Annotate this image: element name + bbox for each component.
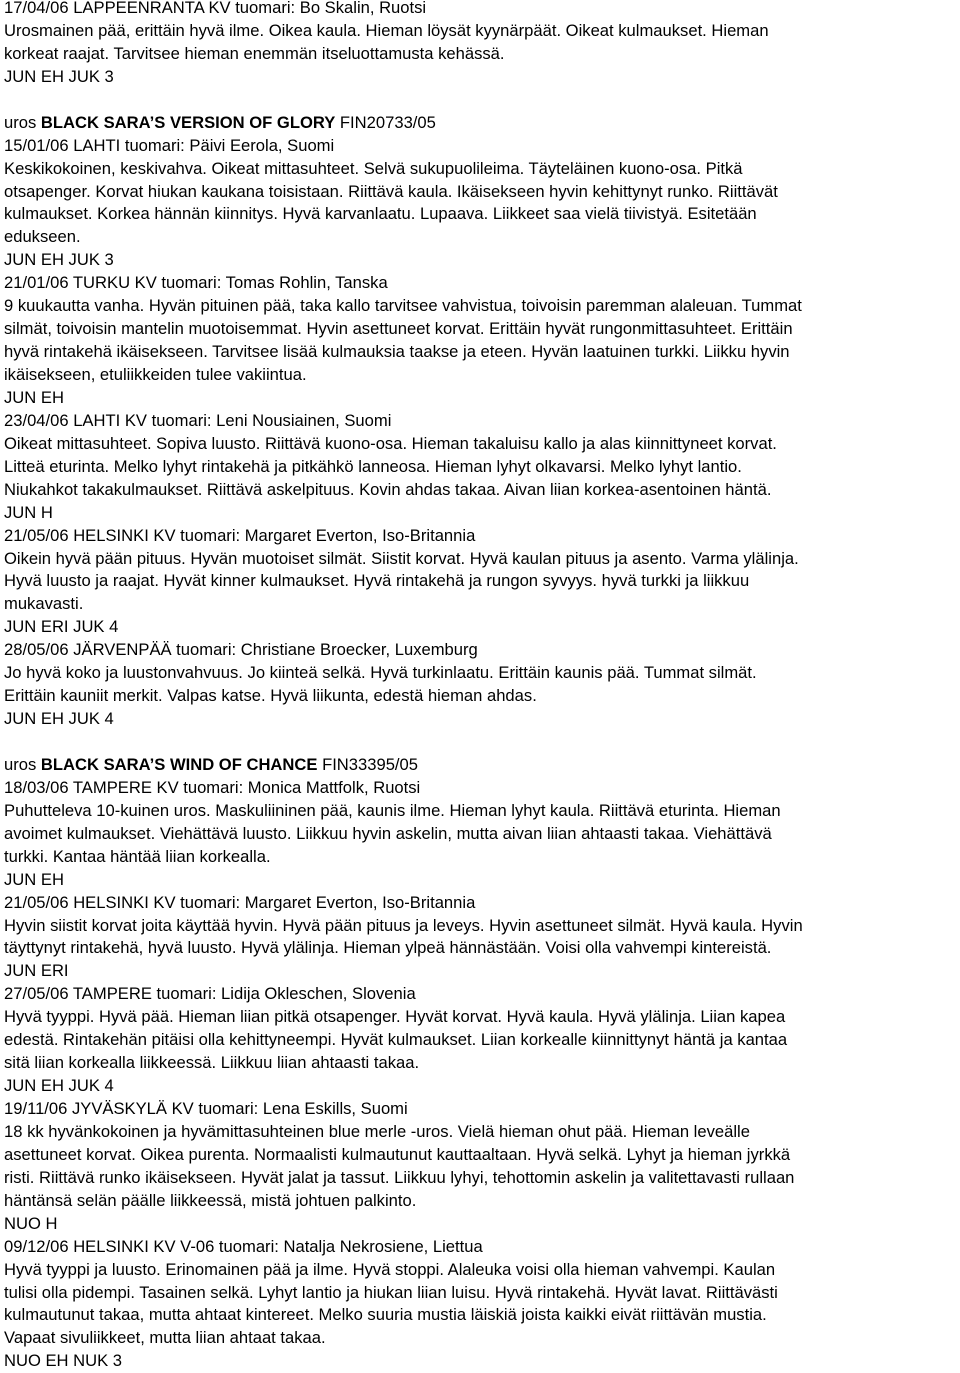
text-line: Niukahkot takakulmaukset. Riittävä askelpituus. Kovin ahdas takaa. Aivan liian korkea-asentoinen häntä. bbox=[4, 479, 772, 499]
text-line: mukavasti. bbox=[4, 594, 84, 614]
dog-sex: uros bbox=[4, 112, 41, 132]
text-line: kulmaukset. Korkea hännän kiinnitys. Hyvä karvanlaatu. Lupaava. Liikkeet saa vielä tiivistyä. Esitetään bbox=[4, 204, 757, 224]
dog-name: BLACK SARA’S WIND OF CHANCE bbox=[40, 754, 318, 774]
show-header: 15/01/06 LAHTI tuomari: Päivi Eerola, Suomi bbox=[4, 135, 335, 155]
text-line: 17/04/06 LAPPEENRANTA KV tuomari: Bo Skalin, Ruotsi bbox=[4, 0, 427, 17]
text-line: Oikein hyvä pään pituus. Hyvän muotoiset silmät. Siistit korvat. Hyvä kaulan pituus ja asento. Varma ylälinja. bbox=[4, 548, 799, 568]
text-line: sitä liian korkealla liikkeessä. Liikkuu liian ahtaasti takaa. bbox=[4, 1053, 420, 1073]
text-line: Litteä eturinta. Melko lyhyt rintakehä ja pitkähkö lanneosa. Hieman lyhyt olkavarsi. Melko lyhyt lantio. bbox=[4, 456, 742, 476]
text-line: Jo hyvä koko ja luustonvahvuus. Jo kiinteä selkä. Hyvä turkinlaatu. Erittäin kaunis pää. Tummat silmät. bbox=[4, 663, 757, 683]
award-line: JUN H bbox=[4, 502, 53, 522]
text-line: turkki. Kantaa häntää liian korkealla. bbox=[4, 846, 271, 866]
text-line: Hyvä tyyppi ja luusto. Erinomainen pää ja ilme. Hyvä stoppi. Alaleuka voisi olla hieman vahvempi. Kaulan bbox=[4, 1259, 776, 1279]
show-header: 18/03/06 TAMPERE KV tuomari: Monica Mattfolk, Ruotsi bbox=[4, 777, 421, 797]
show-header: 21/01/06 TURKU KV tuomari: Tomas Rohlin, Tanska bbox=[4, 273, 388, 293]
blank-line bbox=[4, 731, 954, 754]
text-line: edukseen. bbox=[4, 227, 81, 247]
show-header: 19/11/06 JYVÄSKYLÄ KV tuomari: Lena Eskills, Suomi bbox=[4, 1099, 408, 1118]
text-line: 9 kuukautta vanha. Hyvän pituinen pää, taka kallo tarvitsee vahvistua, toivoisin paremman alaleuan. Tummat bbox=[4, 296, 802, 316]
text-line: otsapenger. Korvat hiukan kaukana toisistaan. Riittävä kaula. Ikäisekseen hyvin kehittynyt runko. Riittävät bbox=[4, 181, 778, 201]
dog-registration: FIN33395/05 bbox=[317, 754, 419, 774]
dog-registration: FIN20733/05 bbox=[335, 112, 436, 132]
text-line: Erittäin kauniit merkit. Valpas katse. Hyvä liikunta, edestä hieman ahdas. bbox=[4, 686, 537, 706]
show-header: 09/12/06 HELSINKI KV V-06 tuomari: Natalja Nekrosiene, Liettua bbox=[4, 1236, 483, 1256]
text-line: edestä. Rintakehän pitäisi olla kehittyneempi. Hyvät kulmaukset. Liian korkealle kiinnittynyt häntä ja kantaa bbox=[4, 1030, 788, 1050]
dog-heading bbox=[4, 112, 954, 135]
previous-entry-block bbox=[4, 0, 954, 89]
show-header: 23/04/06 LAHTI KV tuomari: Leni Nousiainen, Suomi bbox=[4, 410, 392, 430]
show-header: 21/05/06 HELSINKI KV tuomari: Margaret Everton, Iso-Britannia bbox=[4, 525, 476, 545]
text-line: Urosmainen pää, erittäin hyvä ilme. Oikea kaula. Hieman löysät kyynärpäät. Oikeat kulmaukset. Hieman bbox=[4, 20, 769, 40]
dog-entry-version-of-glory bbox=[4, 112, 954, 731]
text-line: Keskikokoinen, keskivahva. Oikeat mittasuhteet. Selvä sukupuolileima. Täyteläinen kuono-osa. Pitkä bbox=[4, 158, 743, 178]
text-line: avoimet kulmaukset. Viehättävä luusto. Liikkuu hyvin askelin, mutta aivan liian ahtaasti takaa. Viehättävä bbox=[4, 823, 772, 843]
text-line: tulisi olla pidempi. Tasainen selkä. Lyhyt lantio ja hiukan liian luisu. Hyvä rintakehä. Hyvät lavat. Riittävästi bbox=[4, 1282, 778, 1302]
show-header: 21/05/06 HELSINKI KV tuomari: Margaret Everton, Iso-Britannia bbox=[4, 892, 476, 912]
text-line: asettuneet korvat. Oikea purenta. Normaalisti kulmautunut kauttaaltaan. Hyvä selkä. Lyhyt ja hieman jyrkkä bbox=[4, 1144, 791, 1164]
text-line: Hyvä luusto ja raajat. Hyvät kinner kulmaukset. Hyvä rintakehä ja rungon syvyys. hyvä turkki ja liikkuu bbox=[4, 571, 750, 591]
text-line: silmät, toivoisin mantelin muotoisemmat. Hyvin asettuneet korvat. Erittäin hyvät rungonmittasuhteet. Erittäin bbox=[4, 319, 793, 339]
award-line: JUN ERI bbox=[4, 961, 69, 981]
blank-line bbox=[4, 89, 954, 112]
text-line: Puhutteleva 10-kuinen uros. Maskuliininen pää, kaunis ilme. Hieman lyhyt kaula. Riittävä eturinta. Hieman bbox=[4, 800, 781, 820]
dog-heading bbox=[4, 754, 954, 777]
text-line: Hyvin siistit korvat joita käyttää hyvin. Hyvä pään pituus ja leveys. Hyvin asettuneet silmät. Hyvä kaula. Hyvin bbox=[4, 915, 803, 935]
award-line: JUN EH bbox=[4, 869, 64, 889]
award-line: JUN EH JUK 4 bbox=[4, 1076, 114, 1096]
text-line: häntänsä selän päälle liikkeessä, mistä johtuen palkinto. bbox=[4, 1190, 417, 1210]
show-header: 27/05/06 TAMPERE tuomari: Lidija Okleschen, Slovenia bbox=[4, 984, 416, 1004]
dog-entry-wind-of-chance bbox=[4, 754, 954, 1373]
text-line: täyttynyt rintakehä, hyvä luusto. Hyvä ylälinja. Hieman ylpeä hännästään. Voisi olla vahvempi kintereistä. bbox=[4, 938, 772, 958]
award-line: JUN EH JUK 3 bbox=[4, 250, 114, 270]
text-line: korkeat raajat. Tarvitsee hieman enemmän itseluottamusta kehässä. bbox=[4, 43, 505, 63]
dog-name: BLACK SARA’S VERSION OF GLORY bbox=[40, 112, 336, 132]
award-line: JUN EH JUK 3 bbox=[4, 66, 114, 86]
award-line: JUN EH JUK 4 bbox=[4, 709, 114, 729]
document-page bbox=[4, 0, 954, 1373]
text-line: risti. Riittävä runko ikäisekseen. Hyvät jalat ja tassut. Liikkuu lyhyi, tehottomin askelin ja valitettavasti rullaan bbox=[4, 1167, 795, 1187]
show-header: 28/05/06 JÄRVENPÄÄ tuomari: Christiane Broecker, Luxemburg bbox=[4, 640, 478, 660]
text-line: kulmautunut takaa, mutta ahtaat kintereet. Melko suuria mustia läiskiä joista kaikki eivät riittävän mustia. bbox=[4, 1305, 767, 1325]
award-line: JUN EH bbox=[4, 387, 64, 407]
text-line: Hyvä tyyppi. Hyvä pää. Hieman liian pitkä otsapenger. Hyvät korvat. Hyvä kaula. Hyvä ylälinja. Liian kapea bbox=[4, 1007, 786, 1027]
text-line: ikäisekseen, etuliikkeiden tulee vakiintua. bbox=[4, 365, 307, 384]
text-line: 18 kk hyvänkokoinen ja hyvämittasuhteinen blue merle -uros. Vielä hieman ohut pää. Hieman leveälle bbox=[4, 1121, 750, 1141]
text-line: hyvä rintakehä ikäisekseen. Tarvitsee lisää kulmauksia taakse ja eteen. Hyvän laatuinen turkki. Liikku hyvin bbox=[4, 342, 790, 362]
text-line: Oikeat mittasuhteet. Sopiva luusto. Riittävä kuono-osa. Hieman takaluisu kallo ja alas kiinnittyneet korvat. bbox=[4, 433, 777, 453]
award-line: JUN ERI JUK 4 bbox=[4, 617, 119, 637]
dog-sex: uros bbox=[4, 754, 41, 774]
text-line: Vapaat sivuliikkeet, mutta liian ahtaat takaa. bbox=[4, 1328, 326, 1348]
award-line: NUO H bbox=[4, 1213, 58, 1233]
award-line: NUO EH NUK 3 bbox=[4, 1351, 123, 1371]
